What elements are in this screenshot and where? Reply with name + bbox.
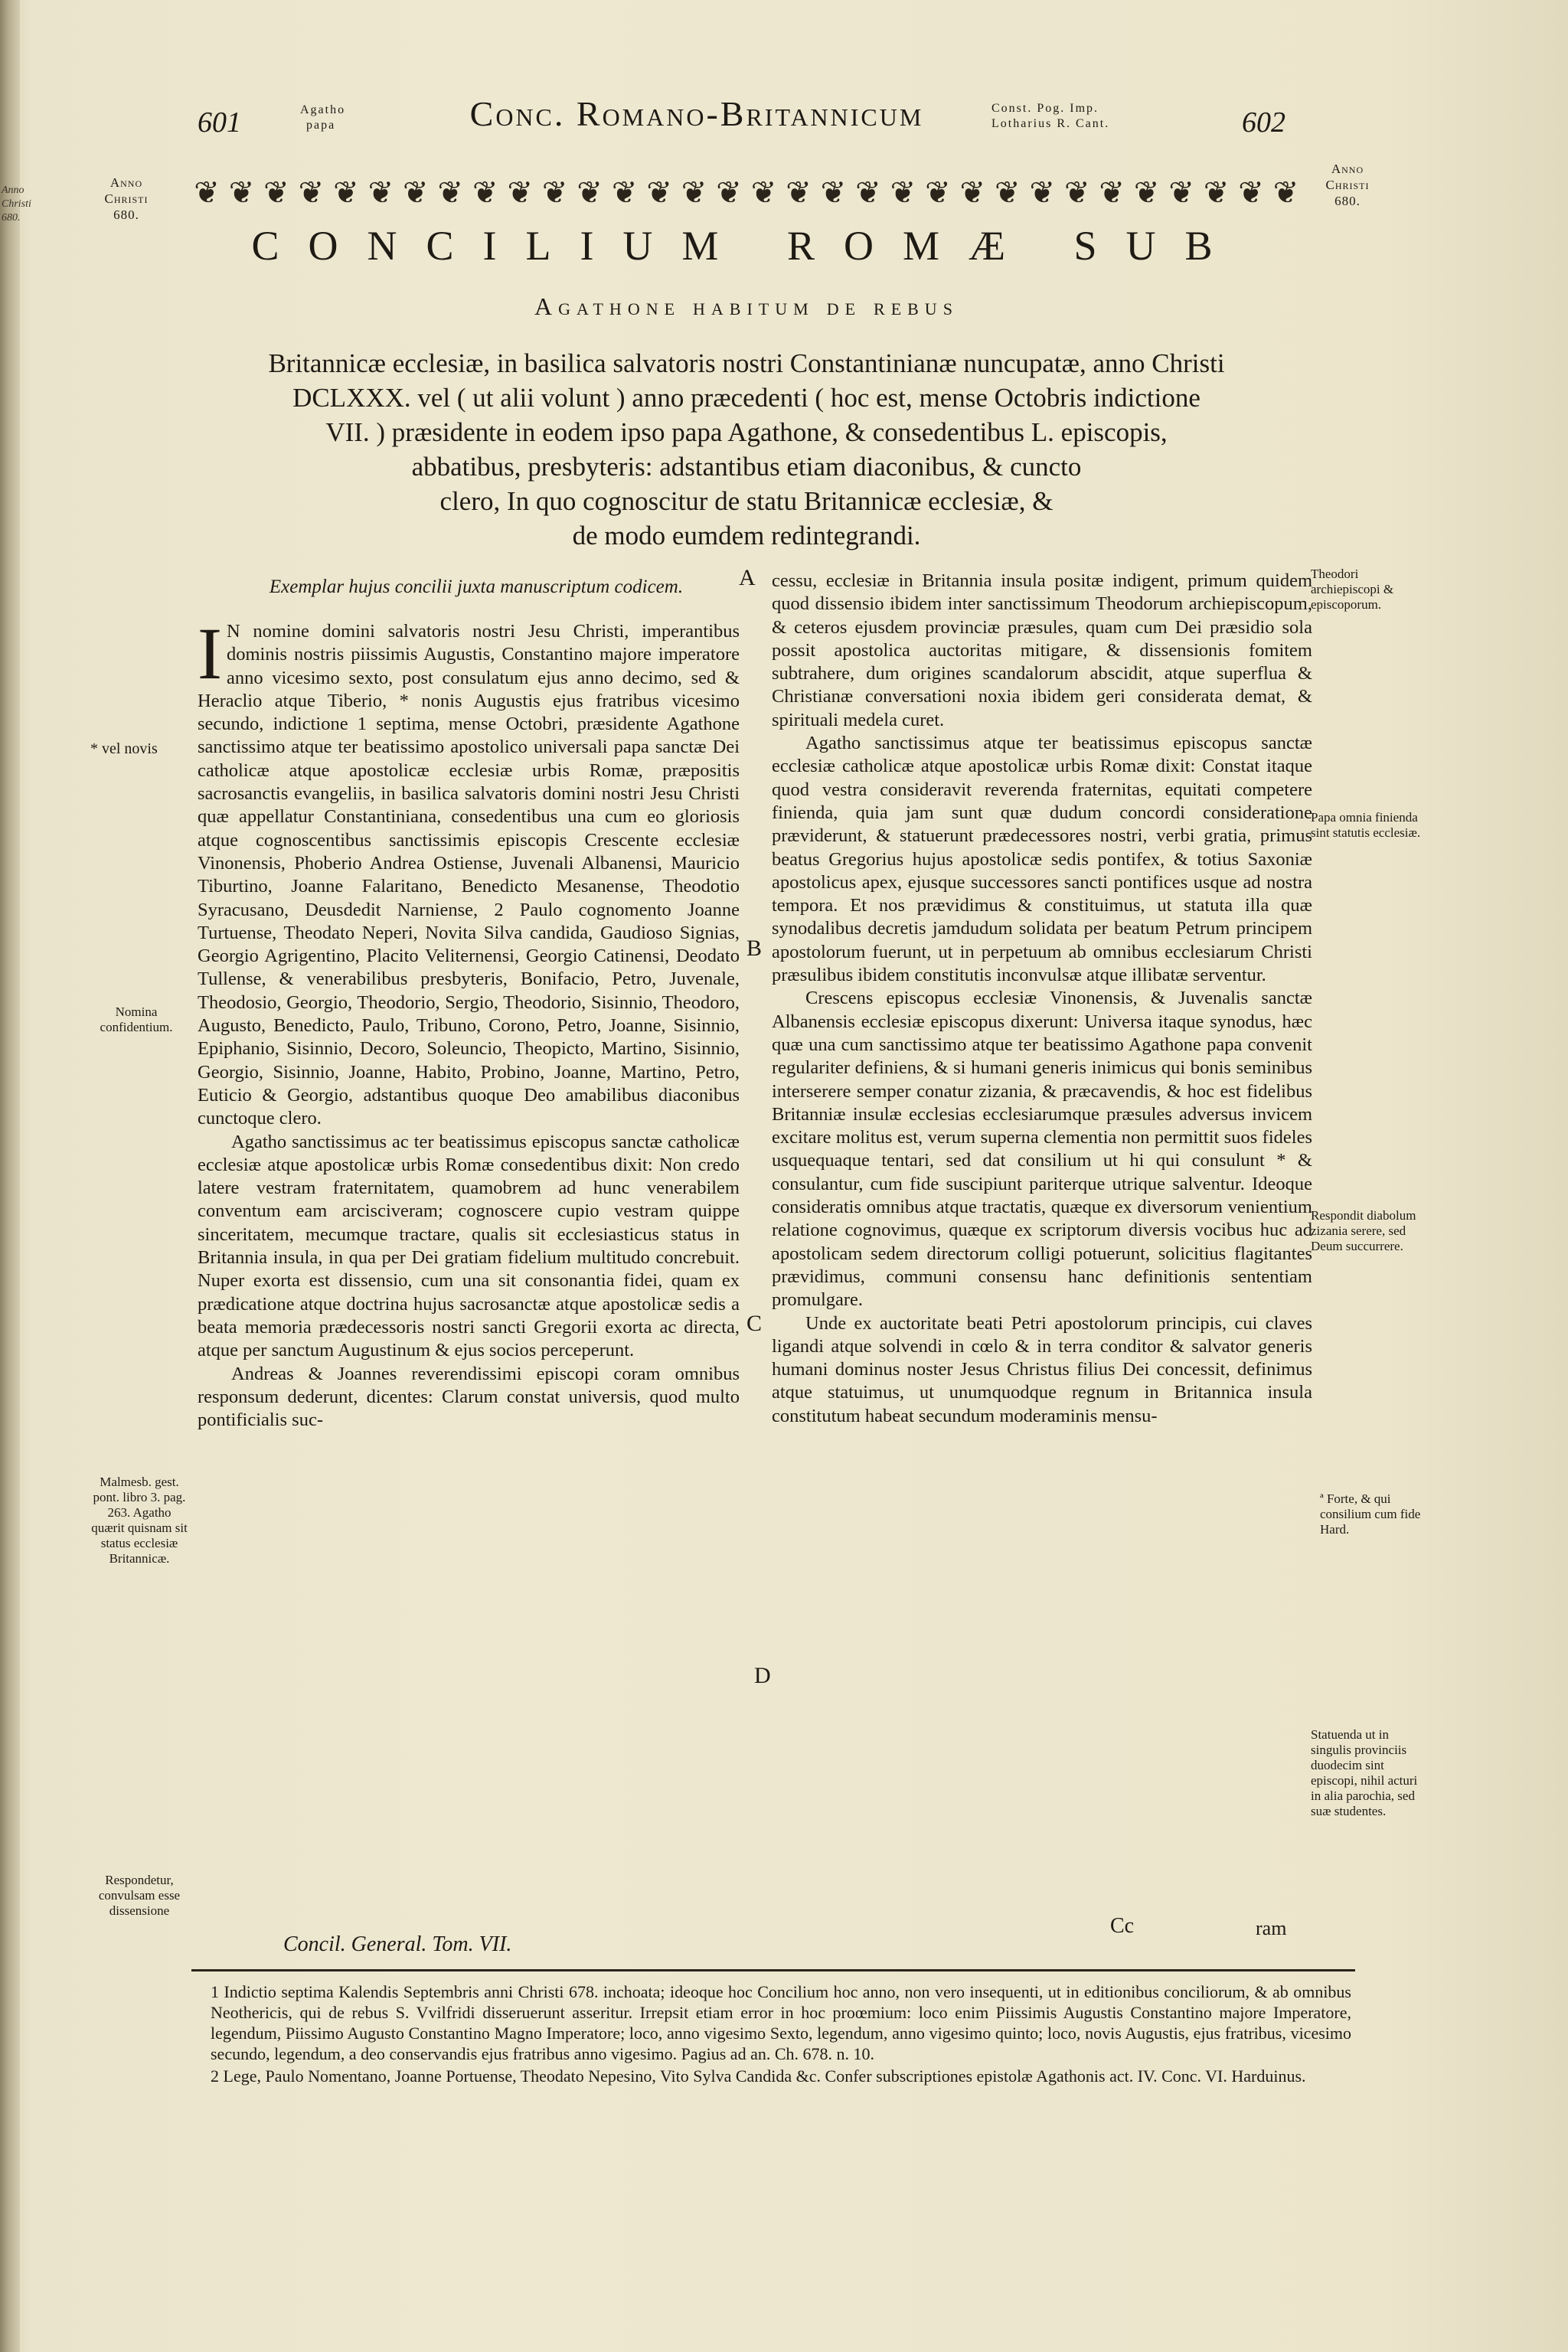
margin-note: * vel novis [90, 740, 158, 757]
header-right-small [991, 101, 1109, 132]
fleuron-ornament: ❦ [263, 175, 289, 210]
right-text-column [772, 570, 1312, 1428]
fleuron-ornament: ❦ [1272, 175, 1299, 210]
paragraph: Crescens episcopus ecclesiæ Vinonensis, & Juvenalis sanctæ Albanensis ecclesiæ episcopus dixerunt: Universa itaque synodus, hæc quæ una cum sanctissimo atque ter beatissimo Agathone papa convenit regulariter definiens, & si humani generis inimicus qui bonis seminibus interserere semper conatur zizania, & præcavendis, & hoc est fidelibus Britanniæ insulæ ecclesias ecclesiarumque præsules adversus invicem excitare molitus est, verum superna clementia non permittit suos fideles usquequaque tentari, sed dat consilium ut hi qui consulunt * & consulantur, cum fide suscipiunt pariterque utrique salventur. Ideoque consideratis omnibus atque tractatis, quæque ex diversorum venientium relatione cognovimus, quæque ex scriptorum diversis vocibus huc ad apostolicam sedem directorum colligi potuerunt, solicitius flagitantes prævidimus, communi consensu hanc definitionis sententiam promulgare. [772, 988, 1312, 1311]
paragraph: Andreas & Joannes reverendissimi episcopi coram omnibus responsum dederunt, dicentes: Clarum constat universis, quod multo pontificialis suc- [198, 1363, 740, 1431]
intro-line: Britannicæ ecclesiæ, in basilica salvatoris nostri Constantinianæ nuncupatæ, anno Christi [268, 348, 1225, 378]
fleuron-ornament: ❦ [820, 175, 847, 210]
fleuron-ornament: ❦ [925, 175, 951, 210]
title-intro [180, 346, 1313, 553]
section-letter-c: C [746, 1311, 763, 1336]
footnote-rule [191, 1969, 1355, 1971]
fleuron-ornament: ❦ [995, 175, 1021, 210]
year-note-left-line: Anno [109, 175, 143, 190]
fleuron-ornament: ❦ [959, 175, 986, 210]
year-note-left-line: Christi [104, 191, 149, 206]
left-page-number: 601 [198, 106, 241, 139]
header-right-small-line2: Lotharius R. Cant. [991, 117, 1110, 130]
right-page-number: 602 [1242, 106, 1285, 139]
signature-mark: Cc [1110, 1914, 1135, 1938]
intro-line: clero, In quo cognoscitur de statu Britannicæ ecclesiæ, & [439, 486, 1054, 516]
catchword: ram [1256, 1917, 1287, 1939]
margin-note: Papa omnia finienda sint statutis ecclesiæ. [1311, 810, 1421, 840]
margin-note: ª Forte, & qui consilium cum fide Hard. [1320, 1491, 1421, 1537]
fleuron-ornament: ❦ [786, 175, 812, 210]
fleuron-ornament: ❦ [368, 175, 394, 210]
fleuron-ornament: ❦ [1168, 175, 1194, 210]
year-note-right-line: Christi [1325, 178, 1370, 192]
header-left-small-line1: Agatho [300, 103, 346, 116]
paragraph: Agatho sanctissimus atque ter beatissimus episcopus sanctæ ecclesiæ catholicæ atque apostolicæ urbis Romæ dixit: Constat itaque quod vestra consideravit reverenda fraternitas, equitati competere finienda, quia jam sunt quæ dudum concordi consideratione præviderunt, & statuerunt prædecessores nostri, verbi gratia, primus beatus Gregorius hujus apostolicæ sedis pontifex, & totius Saxoniæ apostolicus apex, ejusque successores sancti pontifices usque ad nostra tempora. Et nos prævidimus & constituimus, ut statuta illa quæ synodalibus decretis jamdudum solidata per beatum Petrum principem apostolorum fuerunt, ut in perpetuum ab omnibus ecclesiarum Christi præsulibus ibidem constitutis inconvulsæ atque illibatæ serventur. [772, 733, 1312, 986]
intro-line: VII. ) præsidente in eodem ipso papa Agathone, & consedentibus L. episcopis, [325, 417, 1168, 447]
paragraph: cessu, ecclesiæ in Britannia insula positæ indigent, primum quidem quod dissensio ibidem inter sanctissimum Theodorum archiepiscopum, & ceteros ejusdem provinciæ præsules, quam cum Dei præsidio sola possit apostolica auctoritas mitigare, & dissensionis fomitem subtrahere, dum origines scandalorum abscidit, atque superflua & Christianæ conversationi noxia ibidem geri considerata demat, & spirituali medela curet. [772, 570, 1312, 730]
fleuron-ornament: ❦ [472, 175, 498, 210]
margin-note: Nomina confidentium. [100, 1004, 173, 1034]
intro-line: abbatibus, presbyteris: adstantibus etiam diaconibus, & cuncto [411, 452, 1082, 482]
fleuron-ornament: ❦ [1063, 175, 1090, 210]
adjacent-page-fragment: Anno Christi 680. [2, 185, 31, 224]
margin-note: Respondit diabolum zizania serere, sed Deum succurrere. [1311, 1208, 1416, 1253]
paragraph [198, 612, 740, 1131]
fleuron-ornament: ❦ [333, 175, 359, 210]
margin-note: Malmesb. gest. pont. libro 3. pag. 263. Agatho quærit quisnam sit status ecclesiæ Britannicæ. [91, 1475, 188, 1566]
fleuron-ornament: ❦ [1203, 175, 1230, 210]
signature-line: Concil. General. Tom. VII. [283, 1932, 512, 1956]
fleuron-ornament: ❦ [1133, 175, 1160, 210]
left-text-column [198, 576, 740, 1432]
margin-note: Theodori archiepiscopi & episcoporum. [1311, 567, 1394, 612]
running-title: Conc. Romano-Britannicum [469, 94, 924, 133]
footnotes [211, 1981, 1351, 2088]
paragraph: Unde ex auctoritate beati Petri apostolorum principis, cui claves ligandi atque solvendi in cœlo & in terra conditor & salvator generis humani dominus noster Jesus Christus filius Dei concessit, definimus atque statuimus, ut unumquodque regnum in Britannica insula constitutum habeat secundum moderaminis mensu- [772, 1312, 1312, 1426]
fleuron-ornament: ❦ [437, 175, 464, 210]
section-letter-b: B [746, 936, 763, 961]
fleuron-ornament: ❦ [298, 175, 325, 210]
fleuron-ornament: ❦ [541, 175, 568, 210]
year-note-right [1302, 161, 1393, 209]
intro-line: de modo eumdem redintegrandi. [572, 521, 921, 550]
year-note-left-line: 680. [113, 207, 139, 222]
section-letter-a: A [739, 565, 756, 590]
fleuron-ornament: ❦ [716, 175, 742, 210]
section-letter-d: D [754, 1663, 771, 1688]
fleuron-ornament: ❦ [194, 175, 220, 210]
year-note-left [80, 175, 172, 223]
fleuron-ornament: ❦ [750, 175, 777, 210]
ornament-band [191, 173, 1302, 213]
fleuron-ornament: ❦ [403, 175, 429, 210]
footnote: 1 Indictio septima Kalendis Septembris anni Christi 678. inchoata; ideoque hoc Concilium hoc anno, non vero insequenti, ut in editionibus conciliorum, & ab omnibus Neothericis, qui de rebus S. Vvilfridi disseruerunt asseritur. Irrepsit etiam error in hoc proœmium: loco enim Piissimis Augustis Constantino majore Imperatore, legendum, Piissimo Augusto Constantino Magno Imperatore; loco, anno vigesimo Sexto, legendum, anno vigesimo quinto; loco, novis Augustis, ejus fratribus, vicesimo secundo, legendum, a deo conservandis ejus fratribus anno vigesimo. Pagius ad an. Ch. 678. n. 10. [211, 1982, 1351, 2063]
paragraph: Agatho sanctissimus ac ter beatissimus episcopus sanctæ catholicæ ecclesiæ atque apostolicæ urbis Romæ consedentibus dixit: Non credo latere vestram fraternitatem, quamobrem ad hunc venerabilem conventum eam arcisciveram; cognoscere cupio vestram quippe sinceritatem, mecumque tractare, qualis sit ecclesiasticus status in Britannia insula, in qua per Dei gratiam fidelium multitudo concrebuit. Nuper exorta est dissensio, cum una sit consonantia fidei, quam ex prædicatione atque doctrina hujus sacrosanctæ atque apostolicæ sedis a beata memoria prædecessoris nostri sancti Gregorii exorta ac directa, atque per sanctum Augustinum & ejus socios perceperunt. [198, 1131, 740, 1361]
margin-note: Respondetur, convulsam esse dissensione [98, 1873, 181, 1918]
fleuron-ornament: ❦ [855, 175, 881, 210]
year-note-right-line: Anno [1331, 162, 1364, 176]
main-title: CONCILIUM ROMÆ SUB [251, 223, 1242, 269]
fleuron-ornament: ❦ [1238, 175, 1264, 210]
fleuron-ornament: ❦ [611, 175, 638, 210]
fleuron-ornament: ❦ [646, 175, 672, 210]
footnote: 2 Lege, Paulo Nomentano, Joanne Portuense, Theodato Nepesino, Vito Sylva Candida &c. Confer subscriptiones epistolæ Agathonis act. IV. Conc. VI. Harduinus. [211, 2066, 1306, 2086]
header-left-small-line2: papa [306, 119, 336, 132]
year-note-right-line: 680. [1334, 194, 1361, 208]
fleuron-ornament: ❦ [507, 175, 533, 210]
column-heading: Exemplar hujus concilii juxta manuscriptum codicem. [269, 577, 684, 597]
fleuron-ornament: ❦ [1029, 175, 1055, 210]
header-right-small-line1: Const. Pog. Imp. [991, 102, 1099, 115]
fleuron-ornament: ❦ [890, 175, 916, 210]
fleuron-ornament: ❦ [1099, 175, 1125, 210]
paragraph-text: N nomine domini salvatoris nostri Jesu Christi, imperantibus dominis nostris piissimis Augustis, Constantino majore imperatore anno vicesimo sexto, post consulatum ejus anno decimo, sed & Heraclio atque Tiberio, * nonis Augustis ejus fratribus vicesimo secundo, indictione 1 septima, mense Octobri, præsidente Agathone sanctissimo atque ter beatissimo apostolico universali papa sanctæ Dei catholicæ atque apostolicæ ecclesiæ urbis Romæ, præpositis sacrosanctis evangeliis, in basilica salvatoris domini nostri Jesu Christi quæ appellatur Constantiniana, consedentibus una cum eo gloriosis atque cognoscentibus sanctissimis episcopis Crescente ecclesiæ Vinonensis, Phoberio Andrea Ostiense, Juvenali Albanensi, Mauricio Tiburtino, Joanne Falaritano, Benedicto Mesanense, Theodotio Syracusano, Deusdedit Narniense, 2 Paulo cognomento Joanne Turtuense, Theodato Neperi, Novita Silva candida, Gaudioso Signias, Georgio Agrigentino, Placito Veliternensi, Georgio Catinensi, Deodato Tullense, & venerabilibus presbyteris, Bonifacio, Petro, Juvenale, Theodosio, Georgio, Theodorio, Sergio, Theodorio, Sisinnio, Theodoro, Augusto, Benedicto, Paulo, Tribuno, Corono, Petro, Joanne, Sisinnio, Epiphanio, Sisinnio, Decoro, Soleuncio, Theopicto, Martino, Sisinnio, Georgio, Sisinnio, Joanne, Habito, Probino, Joanne, Martino, Petro, Euticio & Georgio, adstantibus quoque Deo amabilibus diaconibus cunctoque clero. [198, 621, 740, 1129]
drop-cap: I [198, 612, 222, 694]
subtitle: Agathone habitum de rebus [534, 292, 959, 320]
book-binding [0, 0, 31, 2352]
intro-line: DCLXXX. vel ( ut alii volunt ) anno præcedenti ( hoc est, mense Octobris indictione [292, 383, 1200, 413]
header-left-small [300, 103, 345, 133]
fleuron-ornament: ❦ [228, 175, 255, 210]
fleuron-ornament: ❦ [681, 175, 707, 210]
margin-note: Statuenda ut in singulis provinciis duodecim sint episcopi, nihil acturi in alia parochia, sed suæ studentes. [1311, 1727, 1418, 1818]
fleuron-ornament: ❦ [577, 175, 603, 210]
